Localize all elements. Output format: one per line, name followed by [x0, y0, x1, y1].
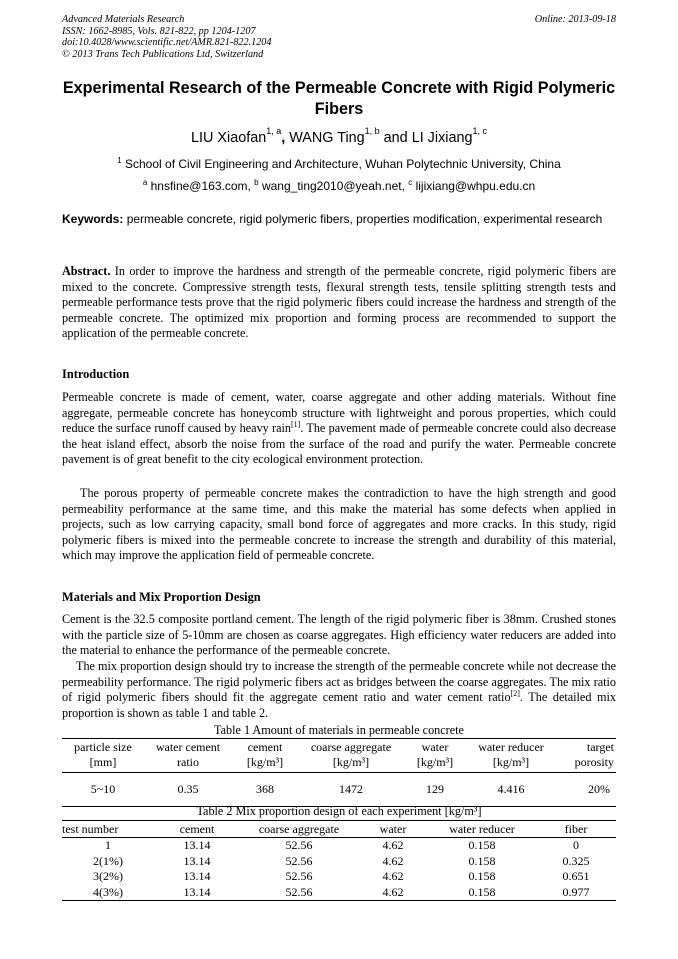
table-header-row: [62, 739, 616, 773]
table-2-caption: Table 2 Mix proportion design of each experiment [kg/m³]: [196, 804, 482, 818]
author-name: LI Jixiang: [411, 130, 473, 146]
table-cell: 0.158: [468, 869, 496, 883]
table-cell: 1: [105, 838, 111, 852]
table-cell: 13.14: [154, 885, 240, 901]
affiliation: [62, 157, 616, 171]
journal-doi: doi:10.4028/www.scientific.net/AMR.821-822.1204: [62, 37, 272, 49]
abstract: [62, 264, 616, 342]
table-header-cell: coarse aggregate: [240, 821, 358, 838]
table-cell: 4.62: [382, 838, 404, 852]
table-cell: 0.158: [468, 838, 496, 852]
table-header-cell: water [kg/m³]: [404, 739, 466, 773]
author-separator: ,: [281, 130, 290, 146]
table-row: [62, 854, 616, 870]
materials-paragraph-2: [62, 659, 616, 721]
table-cell: 2(1%): [93, 853, 123, 868]
email-list: [62, 179, 616, 193]
keywords-text: permeable concrete, rigid polymeric fibers, properties modification, experimental research: [123, 212, 603, 226]
table-cell: 4.62: [358, 885, 428, 901]
table-cell: 4.62: [382, 853, 404, 868]
paragraph-text: Permeable concrete is made of cement, water, coarse aggregate and other adding materials. Without fine aggregate, permeable concrete has honeycomb structure with lightweight and porous properties, which could reduce the surface runoff caused by heavy rain: [62, 390, 616, 436]
author-list: [62, 126, 616, 146]
table-cell: 4.416: [497, 782, 525, 796]
table-1-caption: Table 1 Amount of materials in permeable concrete: [214, 723, 464, 737]
keywords-label: Keywords:: [62, 212, 124, 226]
paragraph-text: . The pavement made of permeable concrete could also decrease the heat island effect, absorb the noise from the surface of the road and purify the water. Permeable concrete pavement is of great benefit to the city ecological environment protection.: [62, 421, 616, 467]
table-header-cell: water reducer [kg/m³]: [466, 739, 556, 773]
intro-paragraph-1: [62, 390, 616, 468]
table-header-cell: water: [358, 821, 428, 838]
citation-ref[interactable]: [1]: [290, 420, 301, 430]
author-affiliation-mark: 1, b: [364, 126, 380, 137]
table-header-cell: particle size [mm]: [62, 739, 144, 773]
affiliation-text: School of Civil Engineering and Architecture, Wuhan Polytechnic University, China: [121, 157, 561, 171]
journal-issn: ISSN: 1662-8985, Vols. 821-822, pp 1204-1207: [62, 25, 256, 37]
table-header-cell: fiber: [536, 821, 616, 838]
materials-paragraph-1: Cement is the 32.5 composite portland cement. The length of the rigid polymeric fiber is 38mm. Crushed stones with the particle size of 5-10mm are chosen as coarse aggregates. High efficiency water reducers are added into the material to enhance the performance of the permeable concrete.: [62, 612, 616, 658]
table-cell: 0.35: [177, 782, 199, 796]
citation-ref[interactable]: [2]: [510, 689, 520, 699]
abstract-text: In order to improve the hardness and strength of the permeable concrete, rigid polymeric fibers are mixed to the concrete. Compressive strength tests, flexural strength tests, tensile splitting strength tests and permeable performance tests prove that the rigid polymeric fibers could increase the hardness and strength of the permeable concrete. The optimized mix proportion and forming process are recommended to support the application of the permeable concrete.: [62, 264, 616, 341]
section-heading-introduction: Introduction: [62, 367, 130, 381]
section-heading-materials: Materials and Mix Proportion Design: [62, 590, 261, 604]
table-cell: 13.14: [183, 869, 211, 883]
table-cell: 5~10: [90, 782, 116, 796]
intro-paragraph-2: The porous property of permeable concrete makes the contradiction to have the high strength and good permeability performance at the same time, and this make the material has some defects when applied in projects, such as low carrying capacity, small bond force of aggregates and more cracks. In this study, rigid polymeric fibers is mixed into the permeable concrete to increase the strength and durability of this material, which may improve the application field of permeable concrete.: [62, 486, 616, 563]
table-cell: 0.325: [562, 853, 590, 868]
table-cell: 52.56: [285, 869, 313, 883]
author-affiliation-mark: 1, c: [472, 126, 487, 137]
email-mark: b: [254, 178, 259, 187]
journal-name: Advanced Materials Research: [62, 14, 185, 25]
email-mark: c: [408, 178, 413, 187]
author-name: LIU Xiaofan: [191, 130, 267, 146]
table-cell: 13.14: [183, 853, 211, 868]
abstract-label: Abstract.: [62, 264, 111, 278]
table-header-cell: cement [kg/m³]: [232, 739, 298, 773]
table-row: [62, 885, 616, 901]
journal-header: [62, 14, 616, 60]
table-cell: 20%: [588, 782, 610, 796]
table-cell: 129: [426, 782, 444, 796]
author-affiliation-mark: 1, a: [266, 126, 282, 137]
online-date: Online: 2013-09-18: [534, 14, 616, 25]
table-cell: 52.56: [240, 885, 358, 901]
table-cell: 52.56: [285, 853, 313, 868]
table-row: [62, 773, 616, 798]
table-cell: 3(2%): [93, 869, 123, 883]
table-cell: 1472: [339, 782, 363, 796]
table-cell: 0.158: [468, 853, 496, 868]
table-2: [62, 820, 616, 901]
table-header-cell: cement: [154, 821, 240, 838]
table-cell: 4(3%): [62, 885, 154, 901]
email-address[interactable]: hnsfine@163.com,: [147, 179, 255, 193]
email-address[interactable]: lijixiang@whpu.edu.cn: [412, 179, 536, 193]
table-row: [62, 838, 616, 854]
email-address[interactable]: wang_ting2010@yeah.net,: [258, 179, 409, 193]
table-header-cell: coarse aggregate [kg/m³]: [298, 739, 404, 773]
journal-copyright: © 2013 Trans Tech Publications Ltd, Switzerland: [62, 48, 264, 60]
table-header-cell: target porosity: [556, 739, 616, 773]
paragraph-text: . The detailed mix proportion is shown as table 1 and table 2.: [62, 690, 617, 720]
table-header-cell: water cement ratio: [144, 739, 232, 773]
author-name: WANG Ting: [289, 130, 365, 146]
table-header-cell: water reducer: [428, 821, 536, 838]
table-cell: 52.56: [285, 838, 313, 852]
table-header-row: [62, 821, 616, 838]
table-row: [62, 869, 616, 885]
affiliation-mark: 1: [117, 156, 122, 165]
table-cell: 0: [573, 838, 579, 852]
table-cell: 0.651: [562, 869, 590, 883]
author-separator: and: [379, 130, 412, 146]
table-header-cell: test number: [62, 821, 154, 838]
keywords: [62, 212, 616, 228]
table-cell: 4.62: [382, 869, 404, 883]
paper-title: Experimental Research of the Permeable Concrete with Rigid Polymeric Fibers: [62, 79, 616, 118]
table-cell: 0.158: [428, 885, 536, 901]
table-1: [62, 738, 616, 797]
email-mark: a: [142, 178, 148, 187]
table-cell: 13.14: [183, 838, 211, 852]
table-cell: 368: [256, 782, 274, 796]
table-cell: 0.977: [536, 885, 616, 901]
paragraph-text: The mix proportion design should try to increase the strength of the permeable concrete while not decrease the permeability performance. The rigid polymeric fibers act as bridges between the coarse aggregates. The mix ratio of rigid polymeric fibers should fit the aggregate cement ratio and water cement ratio: [62, 659, 616, 705]
